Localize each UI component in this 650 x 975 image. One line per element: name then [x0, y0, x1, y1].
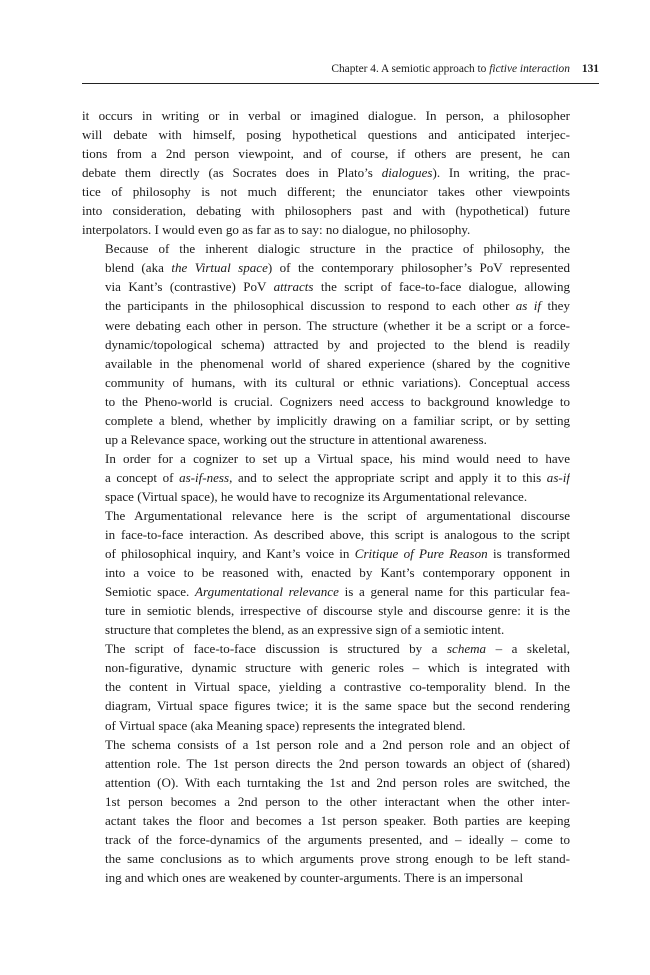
text-run: blend (aka: [105, 260, 172, 276]
text-line: [82, 258, 570, 277]
text-line: [82, 773, 570, 792]
text-line: [82, 163, 570, 182]
text-run: In order for a cognizer to set up a Virtual space, his mind would need to have: [105, 450, 570, 466]
text-run: Because of the inherent dialogic structure in the practice of philosophy, the: [105, 241, 570, 257]
paragraph: [82, 449, 570, 506]
text-line: [82, 544, 570, 563]
italic-text: as-if: [546, 469, 570, 485]
text-run: will debate with himself, posing hypothetical questions and anticipated interjec-: [82, 127, 570, 143]
text-run: dynamic/topological schema) attracted by and projected to the blend is readily: [105, 336, 570, 352]
text-line: [82, 125, 570, 144]
text-run: non-figurative, dynamic structure with generic roles – which is integrated with: [105, 660, 570, 676]
text-run: track of the force-dynamics of the arguments presented, and – ideally – come to: [105, 831, 570, 847]
running-header: [82, 63, 599, 75]
text-run: ) of the contemporary philosopher’s PoV represented: [267, 260, 570, 276]
text-line: [82, 601, 570, 620]
text-run: diagram, Virtual space figures twice; it is the same space but the second rendering: [105, 698, 570, 714]
text-line: [82, 106, 570, 125]
paragraph: [82, 106, 570, 239]
text-line: [82, 277, 570, 296]
text-run: attention (O). With each turntaking the 1st and 2nd person roles are switched, the: [105, 774, 570, 790]
text-line: [82, 182, 570, 201]
text-run: ture in semiotic blends, irrespective of discourse style and discourse genre: it is the: [105, 603, 570, 619]
text-line: [82, 811, 570, 830]
text-line: [82, 754, 570, 773]
text-run: available in the phenomenal world of shared experience (shared by the cognitive: [105, 355, 570, 371]
header-rule: [82, 83, 599, 84]
text-run: the same conclusions as to which arguments prove strong enough to be left stand-: [105, 850, 570, 866]
text-run: to the Pheno-world is crucial. Cognizers need access to background knowledge to: [105, 393, 570, 409]
text-run: it occurs in writing or in verbal or imagined dialogue. In person, a philosopher: [82, 108, 570, 123]
text-run: tions from a 2nd person viewpoint, and of course, if others are present, he can: [82, 146, 570, 162]
text-run: the content in Virtual space, yielding a contrastive co-temporality blend. In the: [105, 679, 570, 695]
paragraph: [82, 506, 570, 639]
text-run: up a Relevance space, working out the structure in attentional awareness.: [105, 431, 487, 447]
italic-text: dialogues: [381, 165, 433, 181]
text-run: debate them directly (as Socrates does in Plato’s: [82, 165, 382, 181]
text-run: The script of face-to-face discussion is structured by a: [105, 641, 447, 657]
text-line: [82, 373, 570, 392]
text-line: [82, 620, 570, 639]
text-line: [82, 487, 570, 506]
text-line: [82, 296, 570, 315]
text-line: [82, 468, 570, 487]
text-line: [82, 506, 570, 525]
italic-text: as-if-ness: [179, 469, 230, 485]
text-run: The Argumentational relevance here is the script of argumentational discourse: [105, 507, 570, 523]
chapter-title-italic: fictive interaction: [489, 63, 570, 75]
text-line: [82, 430, 570, 449]
italic-text: attracts: [273, 279, 314, 295]
text-run: structure that completes the blend, as an expressive sign of a semiotic intent.: [105, 622, 505, 638]
text-run: is a general name for this particular fea-: [338, 584, 570, 600]
text-line: [82, 582, 570, 601]
text-run: 1st person becomes a 2nd person to the other interactant when the other inter-: [105, 793, 570, 809]
page-number: 131: [581, 63, 599, 75]
text-run: of Virtual space (aka Meaning space) represents the integrated blend.: [105, 717, 466, 733]
text-line: [82, 868, 570, 887]
text-run: into consideration, debating with philosophers past and with (hypothetical) future: [82, 203, 570, 219]
text-run: Semiotic space.: [105, 584, 196, 600]
text-line: [82, 316, 570, 335]
text-run: – a skeletal,: [486, 641, 570, 657]
text-line: [82, 716, 570, 735]
text-run: is transformed: [487, 546, 570, 562]
text-line: [82, 201, 570, 220]
text-run: actant takes the floor and becomes a 1st person speaker. Both parties are keeping: [105, 812, 570, 828]
text-run: the script of face-to-face dialogue, allowing: [313, 279, 570, 295]
text-run: into a voice to be reasoned with, enacted by Kant’s contemporary opponent in: [105, 565, 570, 581]
italic-text: Critique of Pure Reason: [354, 546, 488, 562]
text-line: [82, 563, 570, 582]
italic-text: the Virtual space: [171, 260, 268, 276]
text-line: [82, 639, 570, 658]
text-run: The schema consists of a 1st person role and a 2nd person role and an object of: [105, 736, 570, 752]
text-run: ing and which ones are weakened by counter-arguments. There is an impersonal: [105, 869, 524, 885]
text-run: community of humans, with its cultural or ethnic variations). Conceptual access: [105, 374, 570, 390]
italic-text: schema: [446, 641, 487, 657]
text-line: [82, 658, 570, 677]
italic-text: Argumentational relevance: [195, 584, 339, 600]
text-run: the participants in the philosophical discussion to respond to each other: [105, 298, 516, 314]
text-run: they: [541, 298, 570, 314]
text-run: , and to select the appropriate script and apply it to this: [229, 469, 547, 485]
text-line: [82, 220, 570, 239]
text-run: in face-to-face interaction. As described above, this script is analogous to the script: [105, 527, 570, 543]
chapter-title: [331, 63, 570, 75]
text-line: [82, 354, 570, 373]
text-run: space (Virtual space), he would have to recognize its Argumentational relevance.: [105, 488, 528, 504]
paragraph: [82, 239, 570, 449]
text-line: [82, 525, 570, 544]
text-line: [82, 449, 570, 468]
text-run: complete a blend, whether by implicitly drawing on a familiar script, or by setting: [105, 412, 570, 428]
text-run: ). In writing, the prac-: [432, 165, 570, 181]
text-line: [82, 335, 570, 354]
text-run: were debating each other in person. The structure (whether it be a script or a force-: [105, 317, 570, 333]
text-line: [82, 792, 570, 811]
text-line: [82, 849, 570, 868]
text-line: [82, 144, 570, 163]
text-line: [82, 677, 570, 696]
text-run: a concept of: [105, 469, 180, 485]
text-line: [82, 411, 570, 430]
paragraph: [82, 735, 570, 887]
text-run: attention role. The 1st person directs the 2nd person towards an object of (shared): [105, 755, 570, 771]
text-run: of philosophical inquiry, and Kant’s voice in: [105, 546, 355, 562]
italic-text: as if: [515, 298, 542, 314]
text-line: [82, 392, 570, 411]
text-line: [82, 830, 570, 849]
body-text: [82, 106, 570, 887]
text-line: [82, 735, 570, 754]
text-line: [82, 239, 570, 258]
text-run: interpolators. I would even go as far as to say: no dialogue, no philosophy.: [82, 222, 471, 238]
text-run: via Kant’s (contrastive) PoV: [105, 279, 274, 295]
text-line: [82, 696, 570, 715]
chapter-prefix: Chapter 4. A semiotic approach to: [331, 63, 490, 75]
paragraph: [82, 639, 570, 734]
text-run: tice of philosophy is not much different; the enunciator takes other viewpoints: [82, 184, 570, 200]
